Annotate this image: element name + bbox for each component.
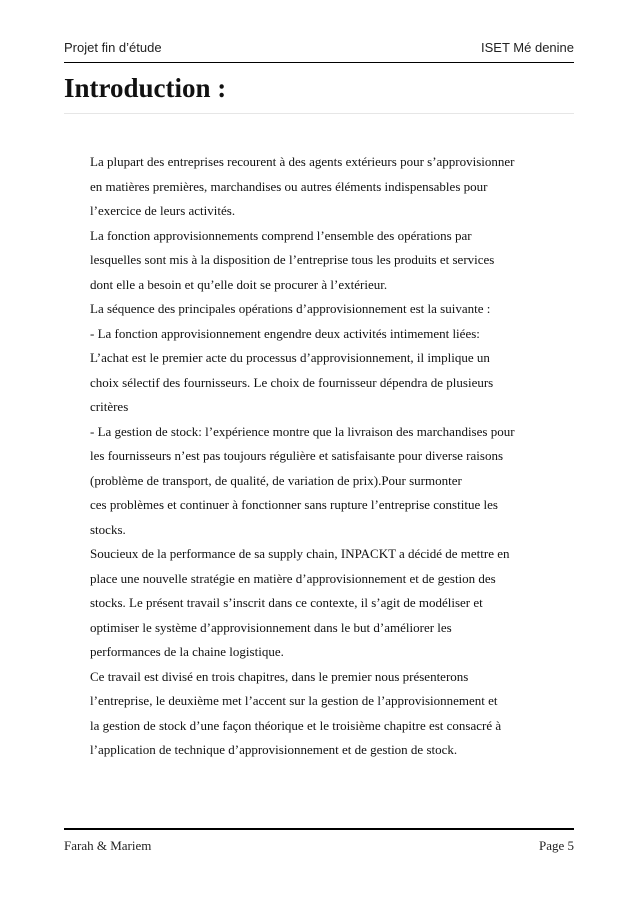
body-line: dont elle a besoin et qu’elle doit se procurer à l’extérieur.: [90, 276, 388, 292]
body-line: Ce travail est divisé en trois chapitres, dans le premier nous présenterons: [90, 668, 469, 684]
body-line: choix sélectif des fournisseurs. Le choix de fournisseur dépendra de plusieurs: [90, 374, 494, 390]
body-line: - La gestion de stock: l’expérience montre que la livraison des marchandises pour: [90, 423, 515, 439]
body-line: La plupart des entreprises recourent à des agents extérieurs pour s’approvisionner: [90, 154, 515, 169]
header-project-title: Projet fin d’étude: [64, 40, 162, 55]
body-line: l’entreprise, le deuxième met l’accent sur la gestion de l’approvisionnement et: [90, 693, 498, 708]
body-line: lesquelles sont mis à la disposition de l’entreprise tous les produits et services: [90, 252, 495, 267]
body-line: l’exercice de leurs activités.: [90, 203, 236, 218]
body-line: l’application de technique d’approvisionnement et de gestion de stock.: [90, 742, 458, 757]
body-line: La fonction approvisionnements comprend l’ensemble des opérations par: [90, 227, 472, 243]
body-line: critères: [90, 399, 129, 414]
section-title: Introduction :: [64, 73, 227, 103]
body-line: optimiser le système d’approvisionnement dans le but d’améliorer les: [90, 619, 452, 635]
body-line: performances de la chaine logistique.: [90, 644, 284, 659]
body-line: place une nouvelle stratégie en matière d’approvisionnement et de gestion des: [90, 570, 496, 586]
body-text: [90, 150, 560, 763]
body-line: en matières premières, marchandises ou autres éléments indispensables pour: [90, 178, 488, 194]
header-institution: ISET Mé denine: [481, 40, 574, 55]
body-line: La séquence des principales opérations d’approvisionnement est la suivante :: [90, 301, 491, 316]
footer-page-number: Page 5: [538, 838, 574, 853]
page-footer: [64, 828, 574, 860]
body-line: Soucieux de la performance de sa supply chain, INPACKT a décidé de mettre en: [90, 546, 510, 561]
footer-authors: Farah & Mariem: [64, 838, 152, 853]
body-line: L’achat est le premier acte du processus d’approvisionnement, il implique un: [90, 350, 490, 365]
title-divider: [64, 113, 574, 114]
page-header: [64, 38, 574, 63]
body-line: - La fonction approvisionnement engendre deux activités intimement liées:: [90, 325, 480, 341]
body-line: (problème de transport, de qualité, de variation de prix).Pour surmonter: [90, 472, 462, 488]
body-line: la gestion de stock d’une façon théorique et le troisième chapitre est consacré à: [90, 717, 502, 733]
body-line: stocks. Le présent travail s’inscrit dans ce contexte, il s’agit de modéliser et: [90, 595, 483, 610]
body-line: ces problèmes et continuer à fonctionner sans rupture l’entreprise constitue les: [90, 497, 498, 512]
body-line: les fournisseurs n’est pas toujours régulière et satisfaisante pour diverse raisons: [90, 448, 504, 463]
body-line: stocks.: [90, 521, 126, 537]
